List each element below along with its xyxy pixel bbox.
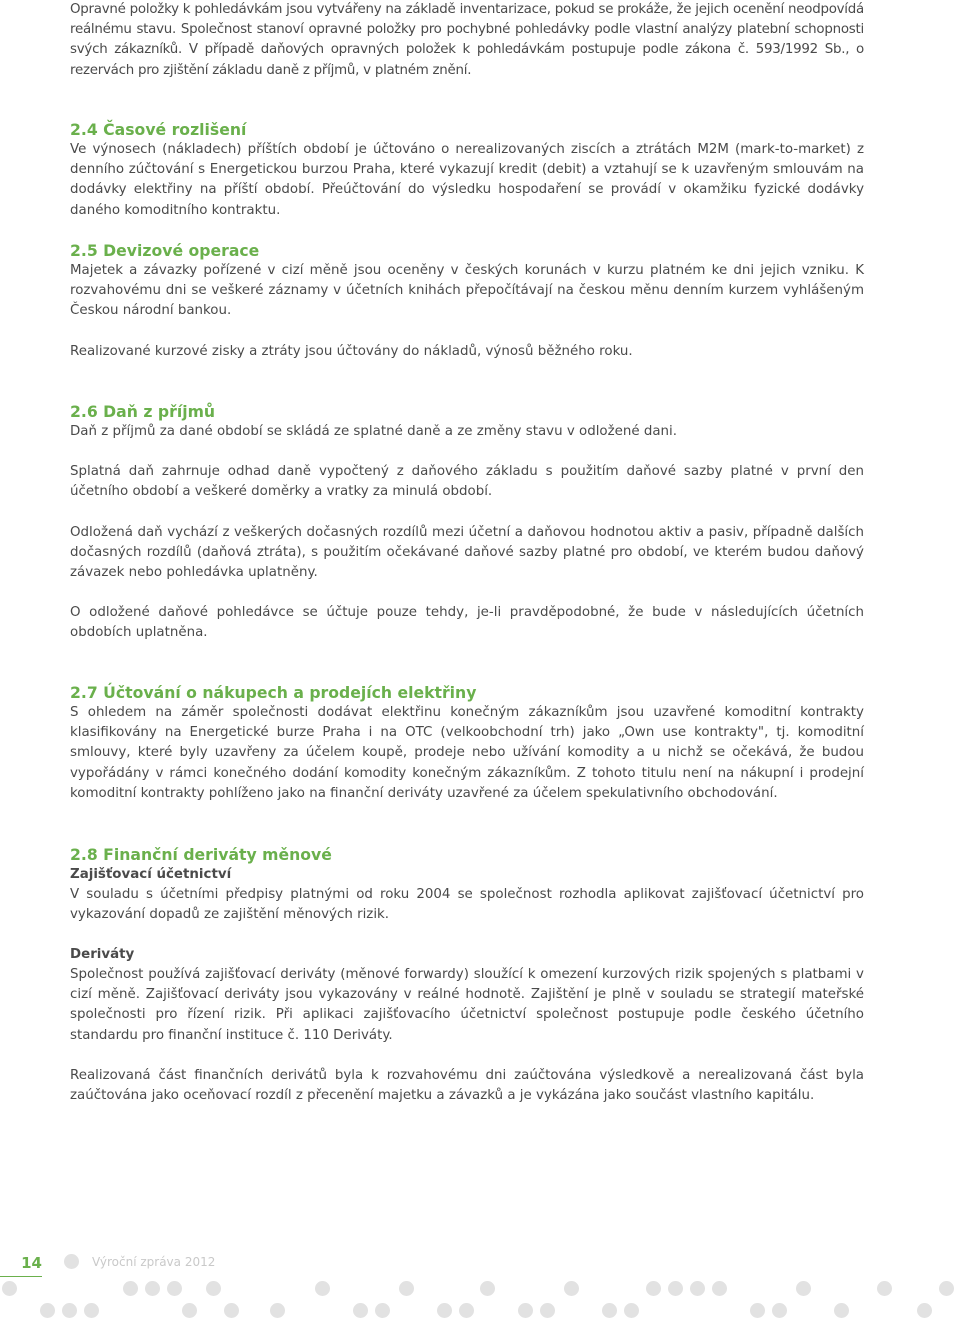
paragraph-2-6a: Daň z příjmů za dané období se skládá ze splatné daně a ze změny stavu v odložené dani. (70, 424, 678, 439)
decorative-dot (145, 1281, 160, 1296)
decorative-dot (375, 1303, 390, 1318)
decorative-dot (353, 1303, 368, 1318)
decorative-dot (167, 1281, 182, 1296)
decorative-dot (834, 1303, 849, 1318)
paragraph-2-6d: O odložené daňové pohledávce se účtuje pouze tehdy, je-li pravděpodobné, že bude v následujících účetních obdobích uplatněna. (70, 605, 864, 641)
decorative-dot (796, 1281, 811, 1296)
subheading-hedge-accounting: Zajišťovací účetnictví (70, 867, 232, 882)
decorative-dot (40, 1303, 55, 1318)
heading-2-6: 2.6 Daň z příjmů (70, 402, 216, 421)
paragraph-2-7: S ohledem na záměr společnosti dodávat elektřinu konečným zákazníkům jsou uzavřené komoditní kontrakty klasifikovány na Energetické burze Praha i na OTC (velkoobchodní trh) jako „Own use kontrakty", tj. komoditní smlouvy, které byly uzavřeny za účelem koupě, prodeje nebo užívání komodity a u nichž se očekává, že budou vypořádány v rámci konečného dodání komodity konečným zákazníkům. Z tohoto titulu není na nákupní i prodejní komoditní kontrakty pohlíženo jako na finanční deriváty uzavřené za účelem spekulativního obchodování. (70, 705, 864, 801)
decorative-dot (206, 1281, 221, 1296)
decorative-dot (315, 1281, 330, 1296)
decorative-dot (712, 1281, 727, 1296)
paragraph-receivables: Opravné položky k pohledávkám jsou vytvářeny na základě inventarizace, pokud se prokáže, že jejich ocenění neodpovídá reálnému stavu. Společnost stanoví opravné položky pro pochybné pohledávky podle vlastní analýzy platební schopnosti svých zákazníků. V případě daňových opravných položek k pohledávkám postupuje podle zákona č. 593/1992 Sb., o rezervách pro zjištění základu daně z příjmů, v platném znění. (70, 2, 864, 78)
decorative-dot (480, 1281, 495, 1296)
paragraph-2-5b: Realizované kurzové zisky a ztráty jsou účtovány do nákladů, výnosů běžného roku. (70, 344, 633, 359)
decorative-dot (690, 1281, 705, 1296)
decorative-dot (2, 1281, 17, 1296)
decorative-dot (939, 1281, 954, 1296)
heading-2-4: 2.4 Časové rozlišení (70, 120, 247, 139)
paragraph-2-5a: Majetek a závazky pořízené v cizí měně jsou oceněny v českých korunách v kurzu platném ke dni jejich vzniku. K rozvahovému dni se veškeré záznamy v účetních knihách přepočítávají na českou měnu denním kurzem vyhlášeným Českou národní bankou. (70, 263, 864, 319)
decorative-dot (182, 1303, 197, 1318)
decorative-dot (84, 1303, 99, 1318)
subheading-derivatives: Deriváty (70, 947, 135, 962)
paragraph-2-6b: Splatná daň zahrnuje odhad daně vypočtený z daňového základu s použitím daňové sazby platné v první den účetního období a veškeré doměrky a vratky za minulá období. (70, 464, 864, 500)
heading-2-8: 2.8 Finanční deriváty měnové (70, 845, 332, 864)
decorative-dot (668, 1281, 683, 1296)
decorative-dot (540, 1303, 555, 1318)
report-title: Výroční zpráva 2012 (92, 1255, 216, 1269)
decorative-dot (62, 1303, 77, 1318)
paragraph-2-8a: V souladu s účetními předpisy platnými od roku 2004 se společnost rozhodla aplikovat zajišťovací účetnictví pro vykazování dopadů ze zajištění měnových rizik. (70, 887, 864, 923)
decorative-dot (64, 1254, 79, 1269)
paragraph-2-4: Ve výnosech (nákladech) příštích období je účtováno o nerealizovaných ziscích a ztrátách M2M (mark-to-market) z denního zúčtování s Energetickou burzou Praha, které vykazují kredit (debit) a vztahují se k uzavřeným smlouvám na dodávky elektřiny na příští období. Přeúčtování do výsledku hospodaření se provádí v okamžiku fyzické dodávky daného komoditního kontraktu. (70, 142, 864, 218)
paragraph-2-8c: Realizovaná část finančních derivátů byla k rozvahovému dni zaúčtována výsledkově a nerealizovaná část byla zaúčtována jako oceňovací rozdíl z přecenění majetku a závazků a je vykázána jako součást vlastního kapitálu. (70, 1068, 864, 1104)
decorative-dot (437, 1303, 452, 1318)
decorative-dot (399, 1281, 414, 1296)
decorative-dot (224, 1303, 239, 1318)
decorative-dot (917, 1303, 932, 1318)
decorative-dot (772, 1303, 787, 1318)
paragraph-2-6c: Odložená daň vychází z veškerých dočasných rozdílů mezi účetní a daňovou hodnotou aktiv a pasiv, případně dalších dočasných rozdílů (daňová ztráta), s použitím očekávané daňové sazby platné pro období, ve kterém budou daňový závazek nebo pohledávka uplatněny. (70, 525, 864, 581)
heading-2-5: 2.5 Devizové operace (70, 241, 260, 260)
decorative-dot (564, 1281, 579, 1296)
decorative-dot (750, 1303, 765, 1318)
decorative-dot (877, 1281, 892, 1296)
page-number: 14 (21, 1254, 42, 1272)
decorative-dot (518, 1303, 533, 1318)
paragraph-2-8b: Společnost používá zajišťovací deriváty (měnové forwardy) sloužící k omezení kurzových rizik spojených s platbami v cizí měně. Zajišťovací deriváty jsou vykazovány v reálné hodnotě. Zajištění je plně v souladu se strategií mateřské společnosti pro řízení rizik. Při aplikaci zajišťovacího účetnictví společnost postupuje podle českého účetního standardu pro finanční instituce č. 110 Deriváty. (70, 967, 864, 1043)
decorative-dot (646, 1281, 661, 1296)
decorative-dot (624, 1303, 639, 1318)
heading-2-7: 2.7 Účtování o nákupech a prodejích elektřiny (70, 683, 477, 702)
decorative-dot (270, 1303, 285, 1318)
decorative-dot (602, 1303, 617, 1318)
decorative-dot (123, 1281, 138, 1296)
decorative-dot (459, 1303, 474, 1318)
page-number-rule (0, 1276, 42, 1277)
